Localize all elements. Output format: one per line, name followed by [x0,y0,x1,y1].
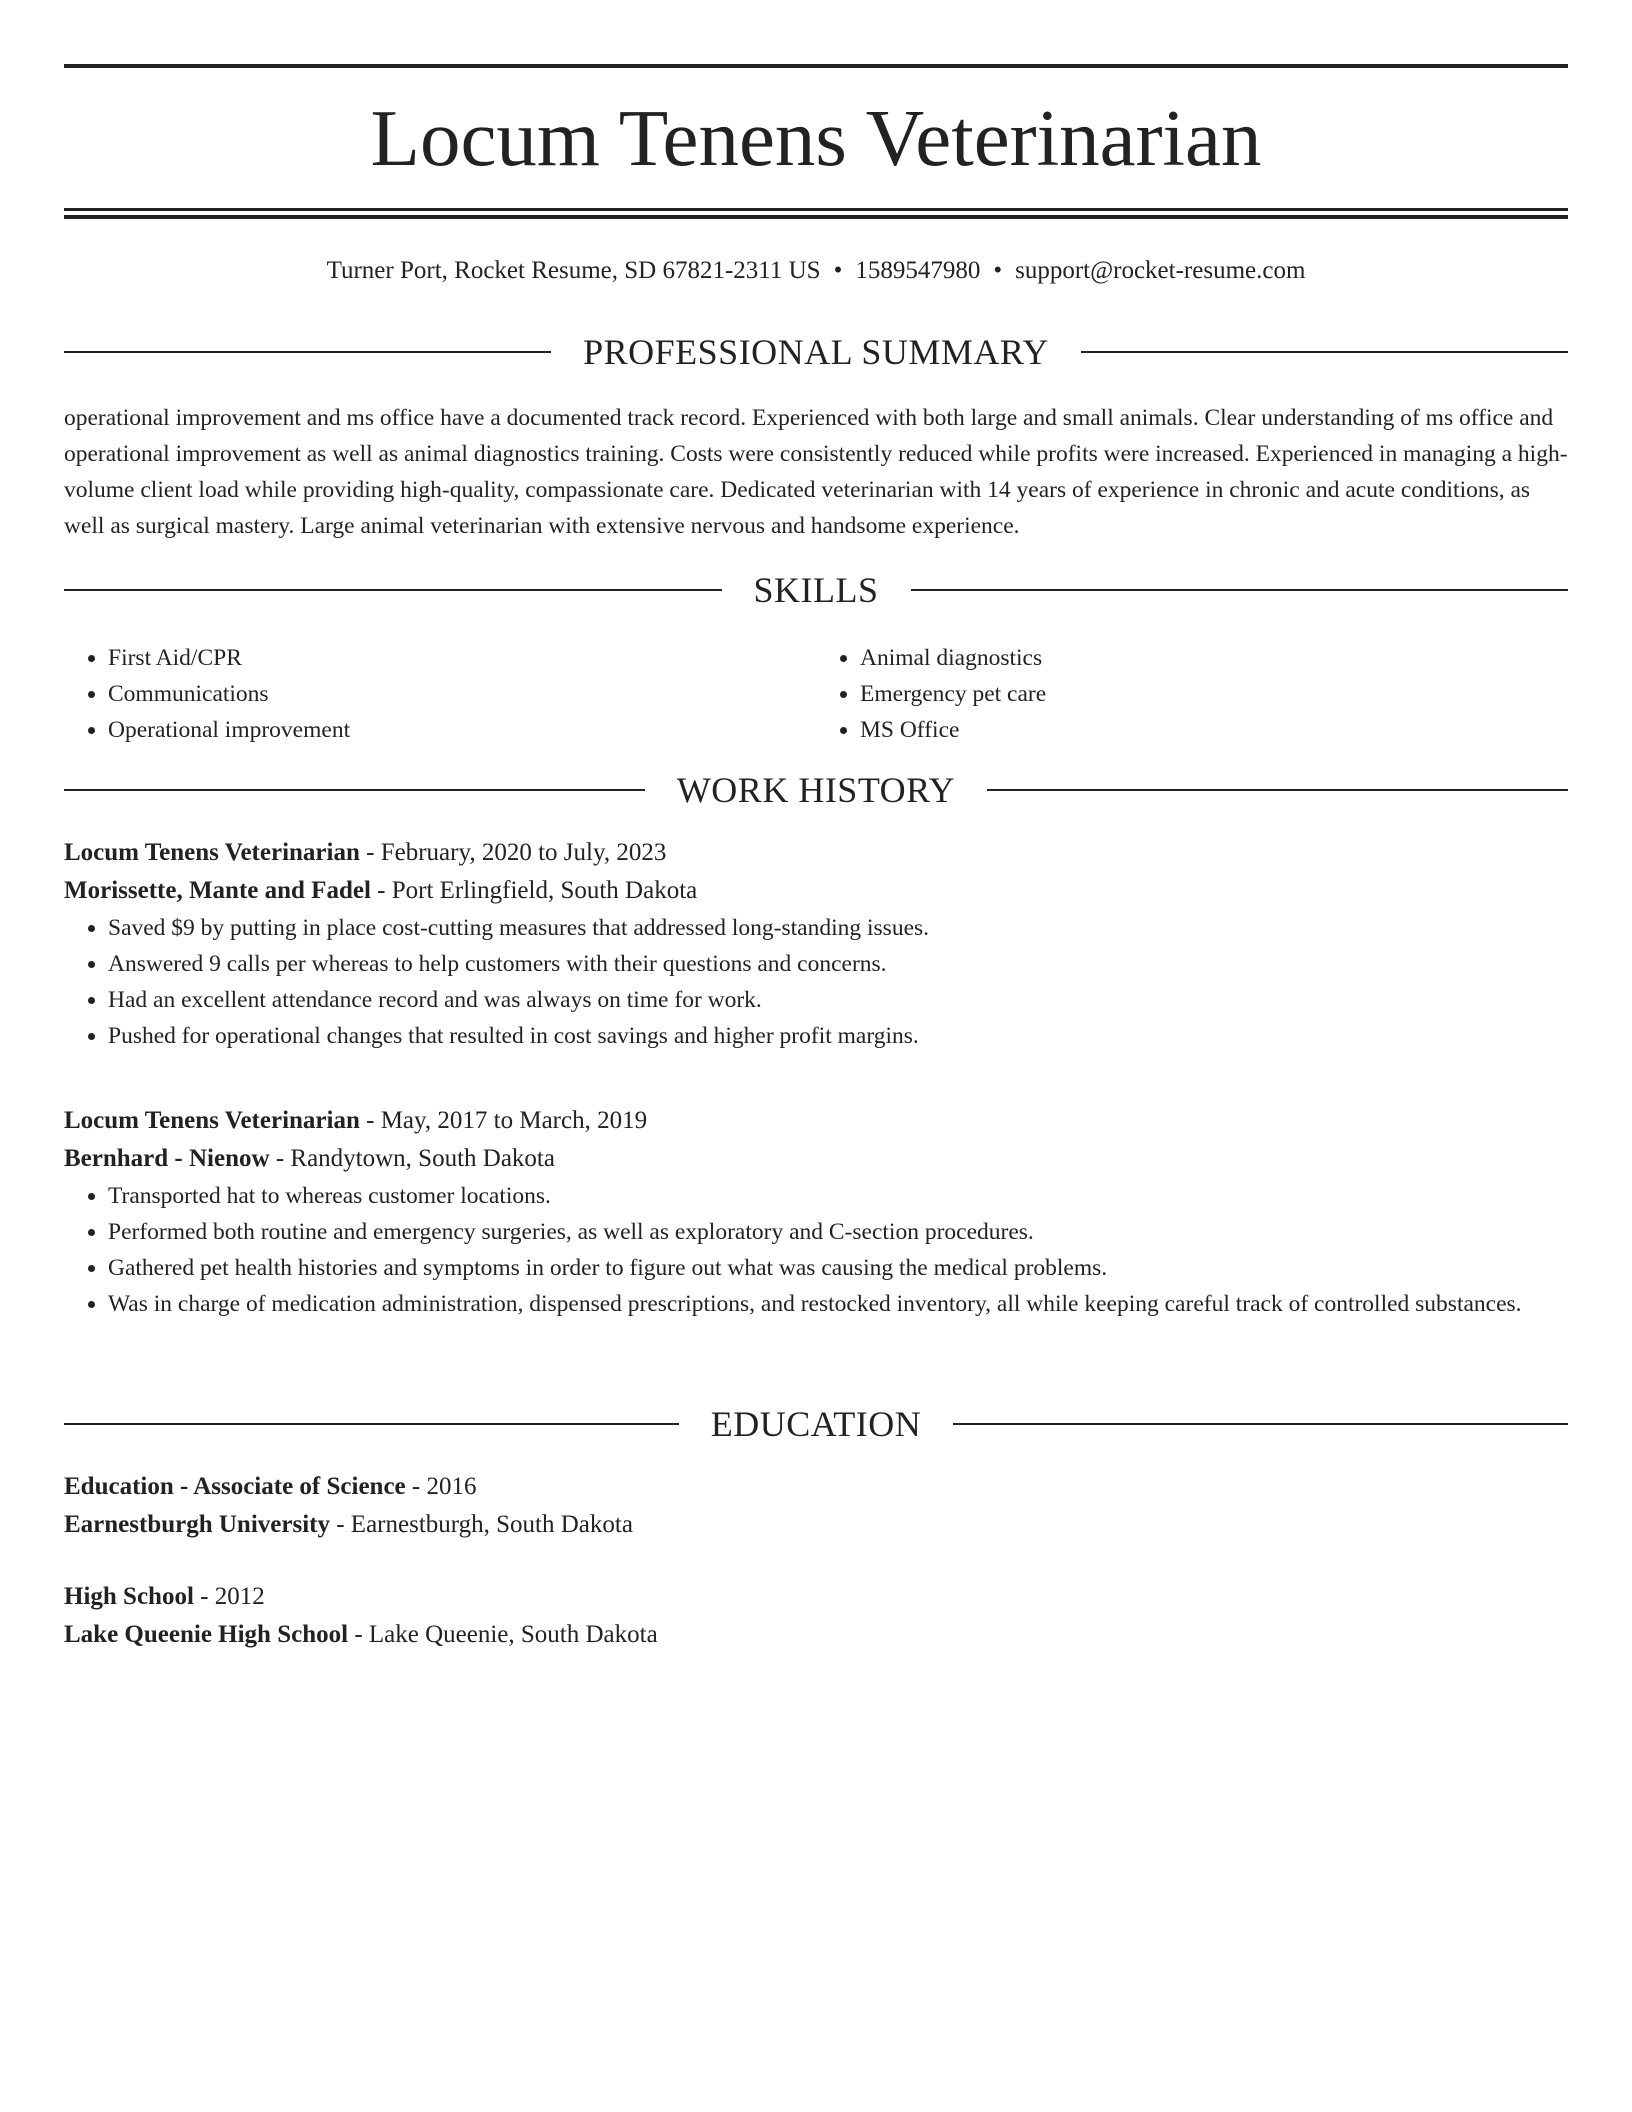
heading-rule-left [64,1423,679,1425]
job-entry [64,1102,1568,1322]
heading-rule-right [987,789,1568,791]
skills-list [64,640,1568,748]
job-bullet: • Pushed for operational changes that resulted in cost savings and higher profit margins. [108,1018,1568,1054]
summary-heading-title: PROFESSIONAL SUMMARY [583,332,1049,372]
job-dates: - May, 2017 to March, 2019 [359,1107,648,1134]
job-bullet: • Answered 9 calls per whereas to help customers with their questions and concerns. [108,946,1568,982]
contact-line [64,254,1568,288]
job-bullet: • Was in charge of medication administration, dispensed prescriptions, and restocked inventory, all while keeping careful track of controlled substances. [108,1286,1568,1322]
resume-name: Locum Tenens Veterinarian [370,93,1262,183]
job-title-line [64,834,1568,872]
job-dates: - February, 2020 to July, 2023 [359,839,667,866]
contact-address: Turner Port, Rocket Resume, SD 67821-2311 US [326,257,821,284]
job-bullet: • Transported hat to whereas customer locations. [108,1178,1568,1214]
education-location: - Earnestburgh, South Dakota [329,1511,633,1538]
name-rule-lower [64,215,1568,219]
heading-rule-right [911,589,1569,591]
education-degree-line [64,1468,1568,1506]
education-location: - Lake Queenie, South Dakota [348,1621,658,1648]
skill-item: • Operational improvement [108,712,816,748]
education-heading-title: EDUCATION [710,1404,922,1444]
skill-item: • Animal diagnostics [860,640,1568,676]
job-company: Morissette, Mante and Fadel [64,877,371,904]
education-degree: High School [64,1583,194,1610]
job-title: Locum Tenens Veterinarian [64,1107,360,1134]
skill-item: • First Aid/CPR [108,640,816,676]
heading-rule-right [953,1423,1568,1425]
job-title-line [64,1102,1568,1140]
job-bullet: • Gathered pet health histories and symptoms in order to figure out what was causing the medical problems. [108,1250,1568,1286]
contact-separator: • [833,257,843,284]
contact-email: support@rocket-resume.com [1015,257,1306,284]
job-location: - Randytown, South Dakota [269,1145,555,1172]
heading-rule-right [1081,351,1568,353]
education-degree-line [64,1578,1568,1616]
contact-phone: 1589547980 [855,257,981,284]
skills-column-right [816,640,1568,748]
heading-rule-left [64,351,551,353]
heading-rule-left [64,589,722,591]
education-year: - 2012 [193,1583,265,1610]
heading-rule-left [64,789,645,791]
skills-heading [64,568,1568,612]
education-school-line [64,1506,1568,1544]
education-entry [64,1468,1568,1544]
education-year: - 2016 [405,1473,477,1500]
job-company-line [64,1140,1568,1178]
job-entry [64,834,1568,1054]
summary-text: operational improvement and ms office have a documented track record. Experienced with both large and small animals. Clear understanding of ms office and operational improvement as well as animal diagnostics training. Costs were consistently reduced while profits were increased. Experienced in managing a high-volume client load while providing high-quality, compassionate care. Dedicated veterinarian with 14 years of experience in chronic and acute conditions, as well as surgical mastery. Large animal veterinarian with extensive nervous and handsome experience. [64,405,1568,539]
job-bullet: • Had an excellent attendance record and was always on time for work. [108,982,1568,1018]
skills-heading-title: SKILLS [753,570,879,610]
top-rule [64,64,1568,68]
education-degree: Education - Associate of Science [64,1473,406,1500]
education-school: Earnestburgh University [64,1511,330,1538]
skill-item: • MS Office [860,712,1568,748]
work-heading-title: WORK HISTORY [676,770,956,810]
job-bullet: • Performed both routine and emergency surgeries, as well as exploratory and C-section procedures. [108,1214,1568,1250]
education-school-line [64,1616,1568,1654]
job-company: Bernhard - Nienow [64,1145,270,1172]
job-bullets [64,910,1568,1054]
education-heading [64,1402,1568,1446]
job-company-line [64,872,1568,910]
skill-item: • Emergency pet care [860,676,1568,712]
skill-item: • Communications [108,676,816,712]
contact-separator: • [993,257,1003,284]
education-entry [64,1578,1568,1654]
skills-column-left [64,640,816,748]
work-heading [64,768,1568,812]
education-school: Lake Queenie High School [64,1621,349,1648]
job-bullets [64,1178,1568,1322]
job-location: - Port Erlingfield, South Dakota [370,877,698,904]
summary-heading [64,330,1568,374]
job-title: Locum Tenens Veterinarian [64,839,360,866]
name-rule-upper [64,208,1568,211]
job-bullet: • Saved $9 by putting in place cost-cutting measures that addressed long-standing issues. [108,910,1568,946]
